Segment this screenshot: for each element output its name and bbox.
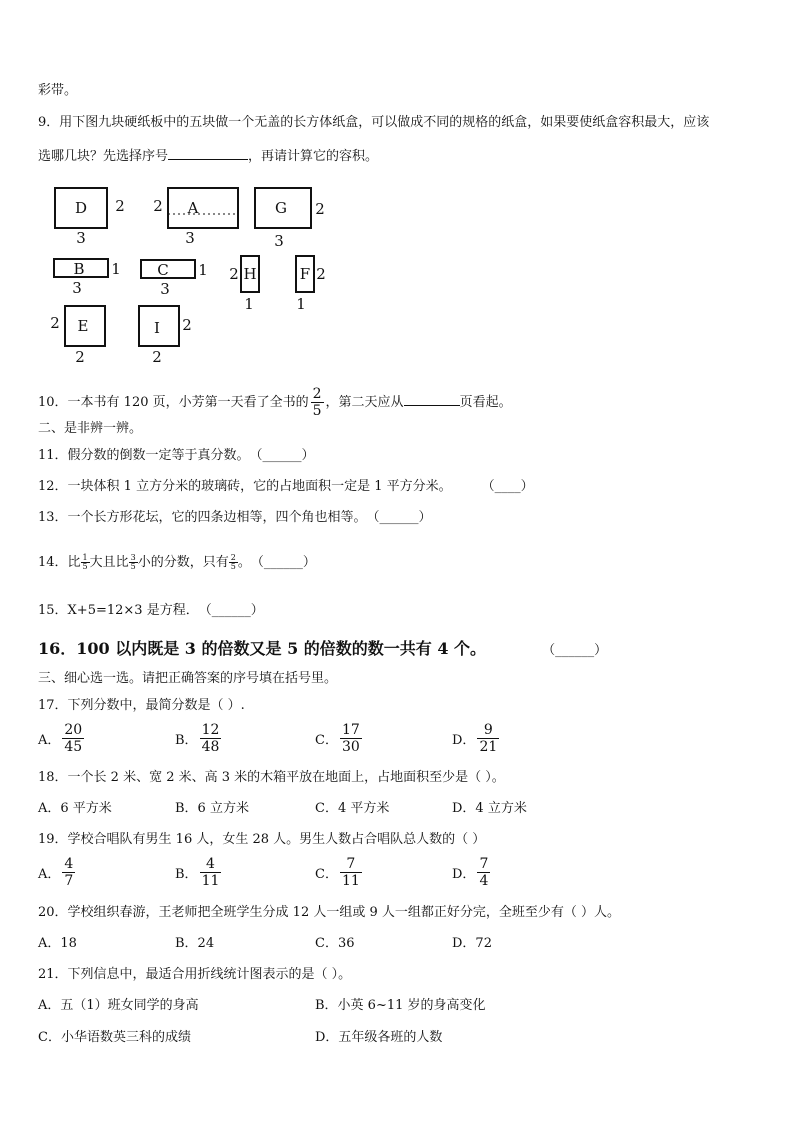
board-bottom-B: 3 [72,279,82,297]
q19-option-b[interactable]: B． $\frac{4}{11}$ [175,856,220,889]
q20-stem: 20．学校组织春游，王老师把全班学生分成 12 人一组或 9 人一组都正好分完，全班至少有（ ）人。 [38,905,621,920]
q19-option-c[interactable]: C． $\frac{7}{11}$ [315,856,360,889]
board-label-D: D [74,199,88,217]
q21-option-c[interactable]: C．小华语数英三科的成绩 [38,1030,191,1045]
q14-fraction-3: $\frac{2}{5}$ [230,553,236,571]
board-bottom-A: 3 [185,229,195,247]
q15-answer-paren[interactable]: （______） [198,603,264,618]
q12-answer-paren[interactable]: （____） [481,479,534,494]
q14: 14．比 $\frac{1}{5}$ 大且比 $\frac{3}{5}$ 小的分数，只有 $\frac{2}{5}$ 。（______） [38,552,316,574]
board-bottom-D: 3 [76,229,86,247]
board-side-G: 2 [315,200,325,218]
q16-answer-paren[interactable]: （______） [542,643,608,658]
q21-option-a[interactable]: A．五（1）班女同学的身高 [38,998,199,1013]
q14-fraction-1: $\frac{1}{5}$ [82,553,88,571]
q13: 13．一个长方形花坛，它的四条边相等，四个角也相等。（______） [38,510,432,525]
q21-option-d[interactable]: D．五年级各班的人数 [315,1030,443,1045]
board-bottom-E: 2 [75,348,85,366]
q9-line1: 9．用下图九块硬纸板中的五块做一个无盖的长方体纸盒，可以做成不同的规格的纸盒，如果要使纸盒容积最大，应该 [38,115,710,130]
q18-option-b[interactable]: B．6 立方米 [175,801,249,816]
q12: 12．一块体积 1 立方分米的玻璃砖，它的占地面积一定是 1 平方分米。 （____） [38,479,534,494]
board-label-B: B [73,260,85,278]
continued-text: 彩带。 [38,83,78,98]
section-2-heading: 二、是非辨一辨。 [38,421,143,436]
cardboard-figure [45,182,345,372]
q19-stem: 19．学校合唱队有男生 16 人，女生 28 人。男生人数占合唱队总人数的（ ） [38,832,486,847]
board-label-E: E [77,317,89,335]
board-side-A: 2 [153,197,163,215]
board-side-D: 2 [115,197,125,215]
q20-option-a[interactable]: A．18 [38,936,77,951]
q15: 15．X+5=12×3 是方程．（______） [38,603,264,618]
board-label-G: G [275,199,287,217]
board-bottom-F: 1 [296,295,306,313]
q19-option-d[interactable]: D． $\frac{7}{4}$ [452,856,489,889]
q16: 16．100 以内既是 3 的倍数又是 5 的倍数的数一共有 4 个。 （______） [38,638,607,662]
board-label-F: F [299,265,311,283]
q10-fraction: $\frac{2}{5}$ [312,386,322,419]
q18-option-d[interactable]: D．4 立方米 [452,801,527,816]
board-label-A: A [187,199,199,217]
board-side-B: 1 [111,260,121,278]
q20-option-c[interactable]: C．36 [315,936,355,951]
board-side-F: 2 [316,265,326,283]
q14-answer-paren[interactable]: （______） [250,555,316,570]
q19-option-a[interactable]: A． $\frac{4}{7}$ [38,856,74,889]
q11: 11．假分数的倒数一定等于真分数。（______） [38,448,315,463]
q21-stem: 21．下列信息中，最适合用折线统计图表示的是（ ）。 [38,967,352,982]
q14-fraction-2: $\frac{3}{5}$ [130,553,136,571]
board-side-I: 2 [182,316,192,334]
q17-option-c[interactable]: C． $\frac{17}{30}$ [315,722,360,755]
q10: 10．一本书有 120 页，小芳第一天看了全书的 $\frac{2}{5}$ ，第二天应从 页看起。 [38,386,512,419]
q18-option-c[interactable]: C．4 平方米 [315,801,390,816]
q10-answer-blank[interactable] [404,391,460,406]
board-bottom-C: 3 [160,280,170,298]
q17-option-d[interactable]: D． $\frac{9}{21}$ [452,722,498,755]
board-side-E: 2 [50,314,60,332]
q17-stem: 17．下列分数中，最简分数是（ ）. [38,698,245,713]
board-bottom-G: 3 [274,232,284,250]
board-bottom-H: 1 [244,295,254,313]
q9-line2: 选哪几块？先选择序号 ，再请计算它的容积。 [38,145,378,166]
section-3-heading: 三、细心选一选。请把正确答案的序号填在括号里。 [38,671,338,686]
q9-answer-blank[interactable] [168,145,248,160]
q18-option-a[interactable]: A．6 平方米 [38,801,112,816]
q13-answer-paren[interactable]: （______） [366,510,432,525]
q17-option-a[interactable]: A． $\frac{20}{45}$ [38,722,83,755]
q20-option-b[interactable]: B．24 [175,936,215,951]
board-side-H: 2 [229,265,239,283]
board-label-C: C [157,261,169,279]
q11-answer-paren[interactable]: （______） [249,448,315,463]
board-label-H: H [243,265,257,283]
board-side-C: 1 [198,261,208,279]
q18-stem: 18．一个长 2 米、宽 2 米、高 3 米的木箱平放在地面上，占地面积至少是（ ）。 [38,770,505,785]
q17-option-b[interactable]: B． $\frac{12}{48}$ [175,722,220,755]
board-bottom-I: 2 [152,348,162,366]
q21-option-b[interactable]: B．小英 6~11 岁的身高变化 [315,998,486,1013]
board-label-I: I [154,319,160,337]
q20-option-d[interactable]: D．72 [452,936,492,951]
